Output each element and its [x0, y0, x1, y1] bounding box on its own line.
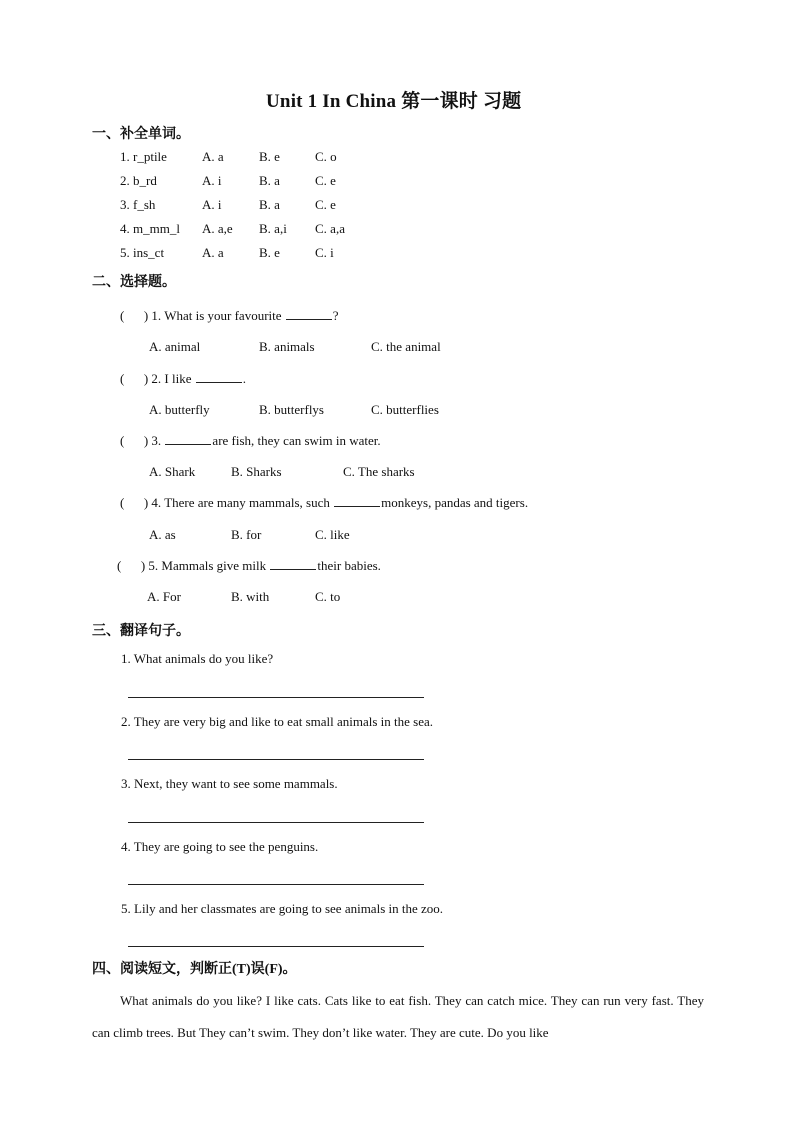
section-4-heading: 四、阅读短文，判断正(T)误(F)。 [92, 962, 297, 977]
option-c: C. like [315, 527, 350, 542]
option-c: C. e [315, 197, 336, 212]
answer-blank[interactable] [270, 558, 316, 570]
answer-line[interactable] [128, 697, 424, 698]
section-1-heading: 一、补全单词。 [92, 127, 190, 142]
question-number: 2. [151, 371, 162, 386]
question-text: Mammals give milk [161, 558, 267, 573]
option-c: C. to [315, 589, 341, 604]
option-a: A. as [149, 527, 176, 542]
option-b: B. for [231, 527, 262, 542]
option-b: B. a,i [259, 221, 287, 236]
question-number: 1. [151, 308, 162, 323]
translate-item: 2. They are very big and like to eat small animals in the sea. [121, 714, 434, 729]
question-number: 3. [151, 433, 162, 448]
question-text-end: are fish, they can swim in water. [212, 433, 381, 448]
question-text-end: their babies. [317, 558, 381, 573]
option-c: C. The sharks [343, 464, 415, 479]
reading-passage [92, 985, 704, 1049]
option-a: A. i [202, 173, 222, 188]
mc-question [120, 308, 339, 324]
answer-line[interactable] [128, 884, 424, 885]
word-question: 1. r_ptile [120, 149, 167, 164]
option-c: C. i [315, 245, 334, 260]
translate-item: 4. They are going to see the penguins. [121, 839, 319, 854]
translate-item: 5. Lily and her classmates are going to see animals in the zoo. [121, 901, 444, 916]
reading-passage-text: What animals do you like? I like cats. Cats like to eat fish. They can catch mice. They can run very fast. They can climb trees. But They can’t swim. They don’t like water. They are cute. Do you like [92, 993, 704, 1040]
question-number: 5. [148, 558, 159, 573]
translate-item: 1. What animals do you like? [121, 651, 274, 666]
option-b: B. a [259, 197, 280, 212]
answer-blank[interactable] [196, 371, 242, 383]
word-question: 5. ins_ct [120, 245, 165, 260]
option-a: A. a [202, 245, 224, 260]
translate-item: 3. Next, they want to see some mammals. [121, 776, 338, 791]
answer-line[interactable] [128, 822, 424, 823]
option-c: C. a,a [315, 221, 345, 236]
option-b: B. with [231, 589, 270, 604]
question-text-end: . [242, 371, 246, 386]
answer-paren[interactable]: ( ) [120, 371, 149, 386]
section-2-heading: 二、选择题。 [92, 275, 176, 290]
answer-blank[interactable] [165, 433, 211, 445]
page-title: Unit 1 In China 第一课时 习题 [266, 91, 522, 112]
mc-question [120, 433, 381, 449]
question-text: What is your favourite [164, 308, 282, 323]
answer-line[interactable] [128, 759, 424, 760]
word-question: 2. b_rd [120, 173, 157, 188]
question-text-end: ? [332, 308, 339, 323]
question-text-end: monkeys, pandas and tigers. [381, 495, 529, 510]
word-question: 4. m_mm_l [120, 221, 180, 236]
option-b: B. animals [259, 339, 315, 354]
option-c: C. butterflies [371, 402, 439, 417]
option-a: A. i [202, 197, 222, 212]
mc-question [120, 371, 246, 387]
option-c: C. o [315, 149, 337, 164]
mc-question [120, 495, 528, 511]
option-a: A. butterfly [149, 402, 210, 417]
section-3-heading: 三、翻译句子。 [92, 624, 190, 639]
option-a: A. animal [149, 339, 201, 354]
option-c: C. the animal [371, 339, 441, 354]
answer-paren[interactable]: ( ) [120, 433, 149, 448]
answer-paren[interactable]: ( ) [120, 495, 149, 510]
option-c: C. e [315, 173, 336, 188]
word-question: 3. f_sh [120, 197, 156, 212]
option-b: B. a [259, 173, 280, 188]
mc-question [117, 558, 381, 574]
option-b: B. butterflys [259, 402, 324, 417]
question-text: I like [164, 371, 192, 386]
option-b: B. e [259, 149, 280, 164]
option-a: A. a [202, 149, 224, 164]
question-text: There are many mammals, such [164, 495, 330, 510]
answer-blank[interactable] [286, 308, 332, 320]
question-number: 4. [151, 495, 162, 510]
answer-paren[interactable]: ( ) [117, 558, 146, 573]
option-b: B. e [259, 245, 280, 260]
option-a: A. For [147, 589, 181, 604]
option-a: A. a,e [202, 221, 233, 236]
answer-blank[interactable] [334, 495, 380, 507]
option-a: A. Shark [149, 464, 196, 479]
answer-line[interactable] [128, 946, 424, 947]
answer-paren[interactable]: ( ) [120, 308, 149, 323]
option-b: B. Sharks [231, 464, 282, 479]
